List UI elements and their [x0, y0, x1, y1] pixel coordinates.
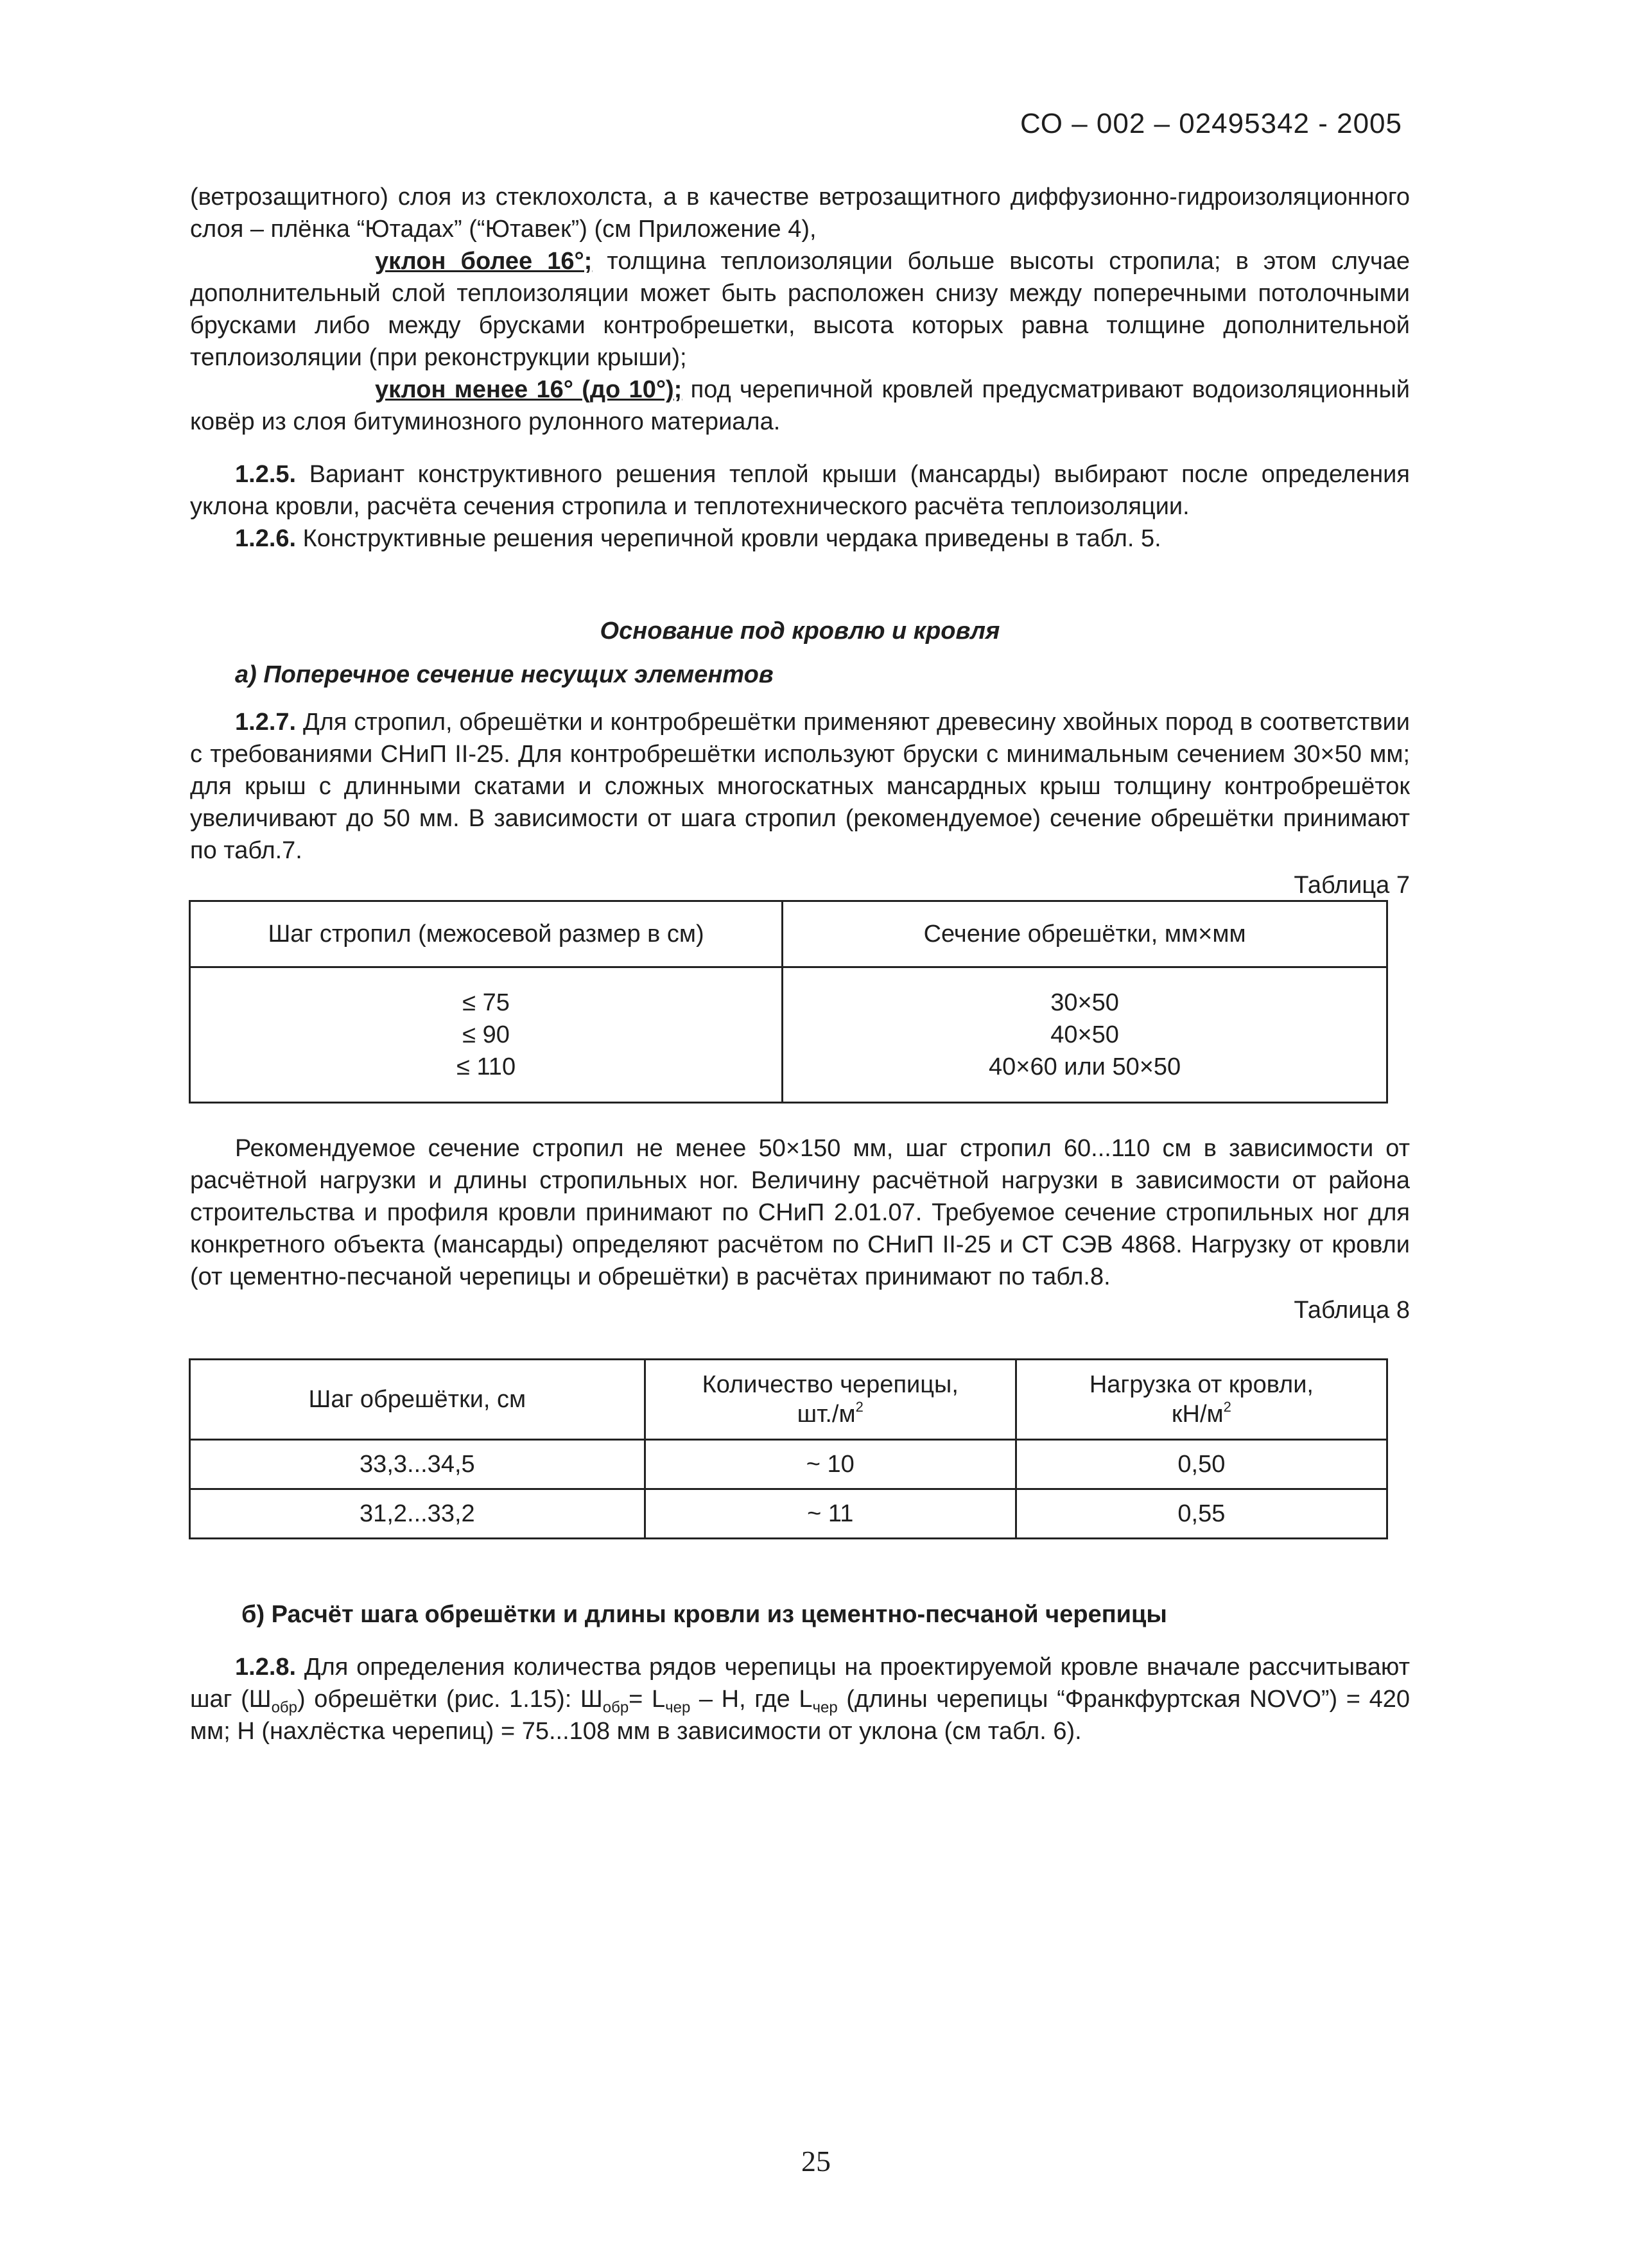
table-cell: ~ 11: [645, 1489, 1016, 1539]
subscript: обр: [271, 1699, 298, 1717]
table-header-row: [190, 901, 1387, 967]
table-cell-line: 40×60 или 50×50: [988, 1053, 1181, 1080]
table-cell-line: 30×50: [1050, 989, 1119, 1016]
text-run: (длины черепицы “Франкфуртская NOVO”) = 420 мм; Н (нахлёстка черепиц) = 75...108 мм в зависимости от уклона (см табл. 6).: [190, 1686, 1410, 1745]
table-cell: 33,3...34,5: [190, 1440, 645, 1489]
table8: [189, 1358, 1388, 1539]
subsection-a-title: а) Поперечное сечение несущих элементов: [235, 661, 774, 688]
table7: [189, 900, 1388, 1104]
text-run: Для определения количества рядов черепицы на проектируемой кровле вначале рассчитывают шаг (Ш: [190, 1654, 1411, 1713]
table-header-cell: Сечение обрешётки, мм×мм: [783, 901, 1387, 967]
paragraph-1-2-5: [190, 458, 1410, 523]
slope-more-label: уклон более 16°;: [375, 248, 593, 275]
table8-caption: Таблица 8: [1294, 1297, 1410, 1324]
slope-less-label: уклон менее 16° (до 10°);: [375, 376, 682, 403]
table-header-cell: [1016, 1360, 1387, 1440]
table-cell: 0,50: [1016, 1440, 1387, 1489]
clause-number: 1.2.6.: [235, 525, 297, 552]
paragraph-slope-more: [190, 245, 1410, 374]
table8-wrapper: [189, 1358, 1388, 1539]
text-column-top: [190, 181, 1410, 438]
table-header-row: [190, 1360, 1387, 1440]
header-line: Нагрузка от кровли,: [1089, 1371, 1314, 1398]
paragraph-slope-less: [190, 374, 1410, 438]
table-row: [190, 1440, 1387, 1489]
header-line: Количество черепицы,: [702, 1371, 959, 1398]
table-cell-line: ≤ 90: [462, 1021, 510, 1048]
header-line: [647, 1399, 1014, 1429]
table-cell-line: ≤ 110: [456, 1053, 516, 1080]
table-header-cell: Шаг обрешётки, см: [190, 1360, 645, 1440]
table-cell: [783, 967, 1387, 1103]
clause-number: 1.2.7.: [235, 709, 297, 736]
table-row: [190, 1489, 1387, 1539]
section-heading-block: [190, 615, 1410, 647]
clause-number: 1.2.5.: [235, 461, 297, 488]
subscript: чер: [812, 1699, 838, 1717]
text-column-128: [190, 1651, 1410, 1747]
table-cell: ~ 10: [645, 1440, 1016, 1489]
text-run: – Н, где L: [690, 1686, 813, 1713]
page-number: 25: [801, 2145, 831, 2177]
table7-caption: Таблица 7: [1294, 872, 1410, 899]
table-cell: 31,2...33,2: [190, 1489, 645, 1539]
header-unit: кН/м: [1171, 1401, 1224, 1428]
text-run: ) обрешётки (рис. 1.15): Ш: [297, 1686, 603, 1713]
table-cell: [190, 967, 783, 1103]
subsection-b-title: б) Расчёт шага обрешётки и длины кровли из цементно-песчаной черепицы: [241, 1601, 1167, 1628]
slope-more-text: толщина теплоизоляции больше высоты стропила; в этом случае дополнительный слой теплоизоляции может быть расположен снизу между поперечными потолочными брусками либо между брусками контробрешетки, высота которых равна толщине дополнительной теплоизоляции (при реконструкции крыши);: [190, 248, 1411, 371]
table-cell-line: ≤ 75: [462, 989, 510, 1016]
subscript: обр: [602, 1699, 629, 1717]
text-column-recommended: [190, 1132, 1410, 1326]
clause-text: Вариант конструктивного решения теплой крыши (мансарды) выбирают после определения уклона кровли, расчёта сечения стропила и теплотехнического расчёта теплоизоляции.: [190, 461, 1410, 520]
paragraph-1-2-7: [190, 706, 1410, 867]
paragraph-intro: (ветрозащитного) слоя из стеклохолста, а в качестве ветрозащитного диффузионно-гидроизоляционного слоя – плёнка “Ютадах” (“Ютавек”) (см Приложение 4),: [190, 184, 1410, 243]
table7-wrapper: [189, 900, 1388, 1104]
section-title: Основание под кровлю и кровля: [600, 618, 1000, 645]
subsection-b-block: [190, 1598, 1410, 1631]
table-header-cell: Шаг стропил (межосевой размер в см): [190, 901, 783, 967]
table-header-cell: [645, 1360, 1016, 1440]
text-column-125: [190, 458, 1410, 555]
paragraph-recommended: Рекомендуемое сечение стропил не менее 50×150 мм, шаг стропил 60...110 см в зависимости от расчётной нагрузки и длины стропильных ног. Величину расчётной нагрузки в зависимости от района строительства и профиля кровли принимают по СНиП 2.01.07. Требуемое сечение стропильных ног для конкретного объекта (мансарды) определяют расчётом по СНиП II-25 и СТ СЭВ 4868. Нагрузку от кровли (от цементно-песчаной черепицы и обрешётки) в расчётах принимают по табл.8.: [190, 1135, 1410, 1290]
paragraph-1-2-8: [190, 1651, 1410, 1747]
subsection-a-block: [190, 659, 1410, 691]
text-column-127: [190, 706, 1410, 901]
table-cell: 0,55: [1016, 1489, 1387, 1539]
clause-text: Конструктивные решения черепичной кровли чердака приведены в табл. 5.: [302, 525, 1161, 552]
clause-text: Для стропил, обрешётки и контробрешётки применяют древесину хвойных пород в соответствии с требованиями СНиП II-25. Для контробрешётки используют бруски с минимальным сечением 30×50 мм; для крыш с длинными скатами и сложных многоскатных мансардных крыш толщину контробрешёток увеличивают до 50 мм. В зависимости от шага стропил (рекомендуемое) сечение обрешётки принимают по табл.7.: [190, 709, 1410, 864]
clause-number: 1.2.8.: [235, 1654, 297, 1681]
text-run: = L: [629, 1686, 666, 1713]
table-cell-line: 40×50: [1050, 1021, 1119, 1048]
header-line: [1018, 1399, 1385, 1429]
superscript: 2: [1223, 1399, 1231, 1415]
header-unit: шт./м: [797, 1401, 856, 1428]
superscript: 2: [855, 1399, 864, 1415]
subscript: чер: [665, 1699, 691, 1717]
table-row: [190, 967, 1387, 1103]
document-code: СО – 002 – 02495342 - 2005: [1020, 108, 1402, 139]
slope-less-text: под черепичной кровлей предусматривают водоизоляционный ковёр из слоя битуминозного рулонного материала.: [190, 376, 1410, 435]
paragraph-1-2-6: [190, 523, 1410, 555]
